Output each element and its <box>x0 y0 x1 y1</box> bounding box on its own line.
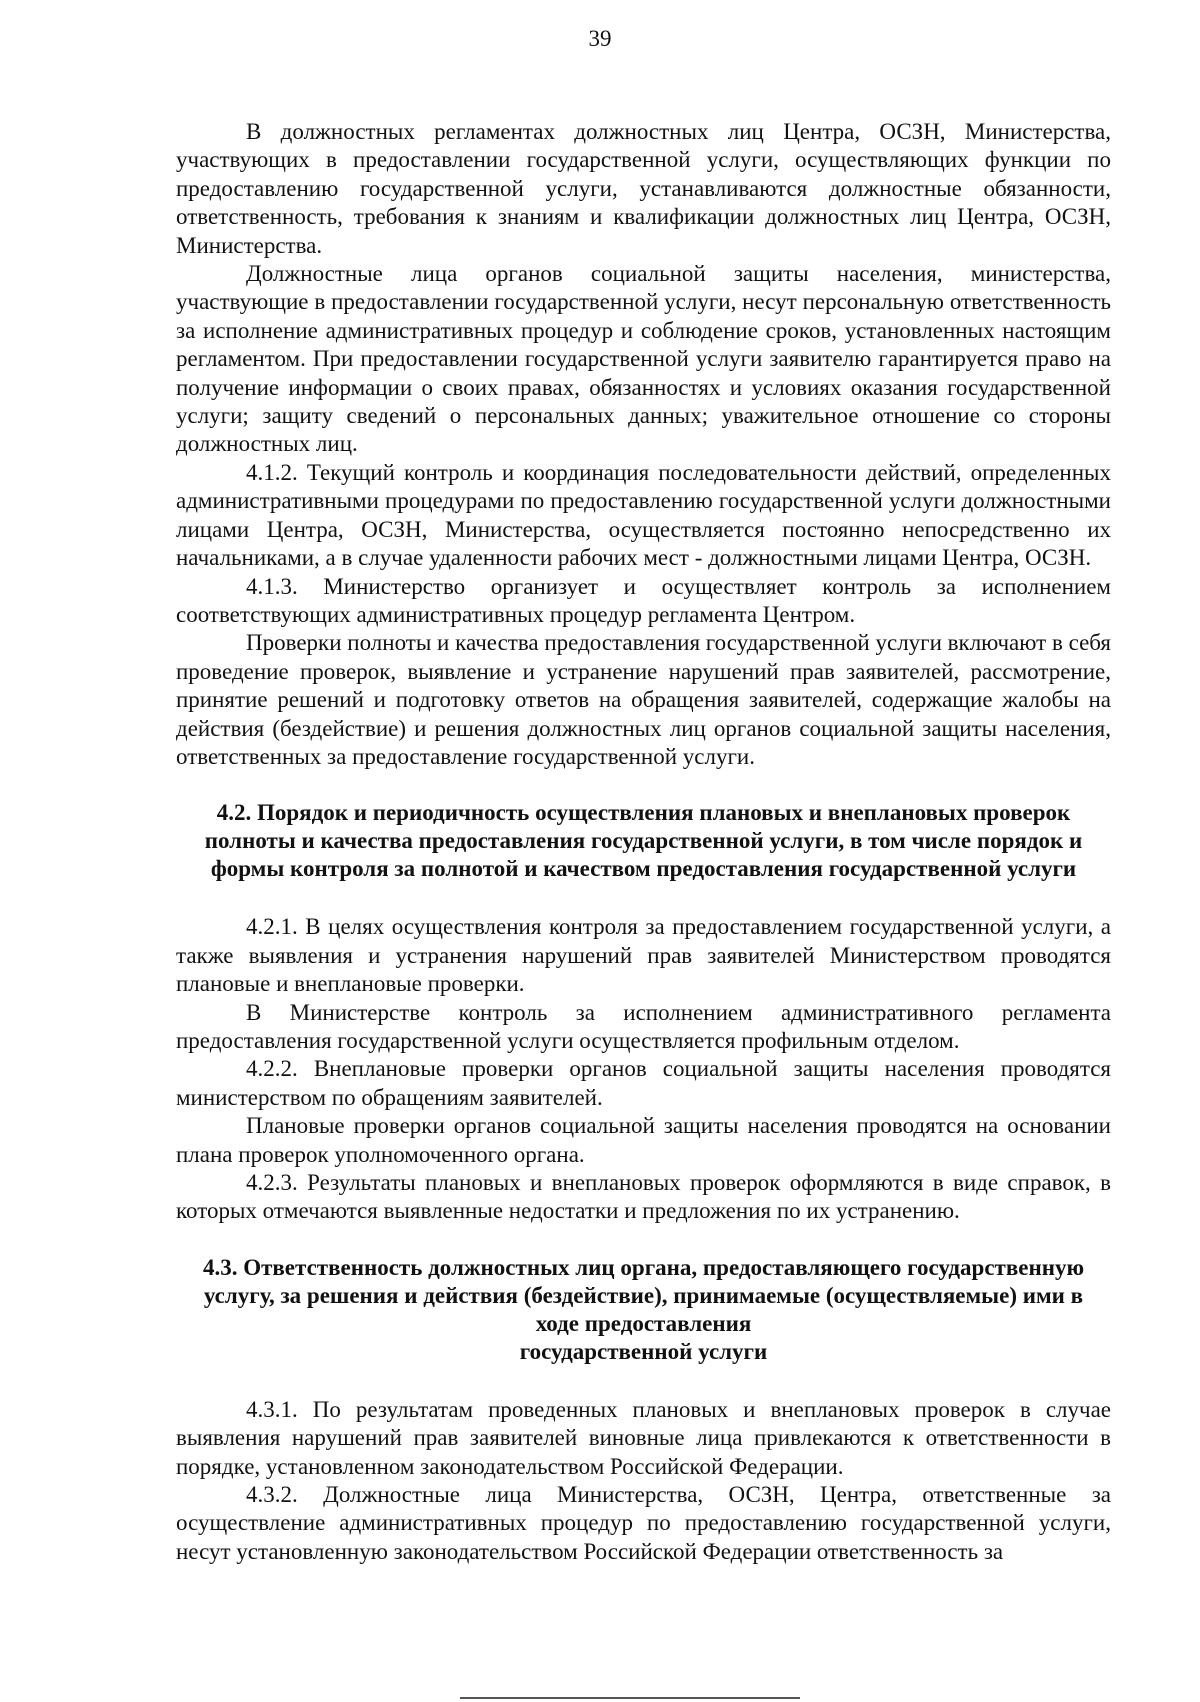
paragraph-4-1-3: 4.1.3. Министерство организует и осуществляет контроль за исполнением соответствующих административных процедур регламента Центром. <box>176 573 1111 627</box>
heading-line: 4.3. Ответственность должностных лиц органа, предоставляющего государственную <box>202 1254 1085 1280</box>
section-heading-4-3 <box>176 1254 1111 1366</box>
paragraph-4-3-1: 4.3.1. По результатам проведенных плановых и внеплановых проверок в случае выявления нарушений прав заявителей виновные лица привлекаются к ответственности в порядке, установленном законодательством Российской Федерации. <box>176 1396 1111 1479</box>
paragraph: Должностные лица органов социальной защиты населения, министерства, участвующие в предоставлении государственной услуги, несут персональную ответственность за исполнение административных процедур и соблюдение сроков, установленных настоящим регламентом. При предоставлении государственной услуги заявителю гарантируется право на получение информации о своих правах, обязанностях и условиях оказания государственной услуги; защиту сведений о персональных данных; уважительное отношение со стороны должностных лиц. <box>176 261 1111 457</box>
bottom-divider-line <box>460 1697 800 1699</box>
section-heading-4-2 <box>176 799 1111 883</box>
paragraph-4-3-2: 4.3.2. Должностные лица Министерства, ОСЗН, Центра, ответственные за осуществление административных процедур по предоставлению государственной услуги, несут установленную законодательством Российской Федерации ответственность за <box>176 1482 1111 1564</box>
heading-line: полноты и качества предоставления государственной услуги, в том числе порядок и <box>204 828 1083 854</box>
paragraph-4-2-3: 4.2.3. Результаты плановых и внеплановых проверок оформляются в виде справок, в которых отмечаются выявленные недостатки и предложения по их устранению. <box>176 1170 1111 1224</box>
paragraph-4-2-2: 4.2.2. Внеплановые проверки органов социальной защиты населения проводятся министерством по обращениям заявителей. <box>176 1056 1111 1110</box>
heading-line: услугу, за решения и действия (бездействие), принимаемые (осуществляемые) ими в <box>203 1282 1084 1308</box>
heading-line: формы контроля за полнотой и качеством предоставления государственной услуги <box>210 856 1077 882</box>
heading-line: 4.2. Порядок и периодичность осуществления плановых и внеплановых проверок <box>216 800 1071 826</box>
paragraph: Проверки полноты и качества предоставления государственной услуги включают в себя проведение проверок, выявление и устранение нарушений прав заявителей, рассмотрение, принятие решений и подготовку ответов на обращения заявителей, содержащие жалобы на действия (бездействие) и решения должностных лиц органов социальной защиты населения, ответственных за предоставление государственной услуги. <box>176 630 1111 769</box>
heading-line: ходе предоставления <box>535 1310 752 1336</box>
paragraph: В Министерстве контроль за исполнением административного регламента предоставления государственной услуги осуществляется профильным отделом. <box>176 999 1111 1053</box>
paragraph-4-2-1: 4.2.1. В целях осуществления контроля за предоставлением государственной услуги, а также выявления и устранения нарушений прав заявителей Министерством проводятся плановые и внеплановые проверки. <box>176 914 1111 997</box>
paragraph-4-1-2: 4.1.2. Текущий контроль и координация последовательности действий, определенных административными процедурами по предоставлению государственной услуги должностными лицами Центра, ОСЗН, Министерства, осуществляется постоянно непосредственно их начальниками, а в случае удаленности рабочих мест - должностными лицами Центра, ОСЗН. <box>176 459 1111 571</box>
paragraph: В должностных регламентах должностных лиц Центра, ОСЗН, Министерства, участвующих в предоставлении государственной услуги, осуществляющих функции по предоставлению государственной услуги, устанавливаются должностные обязанности, ответственность, требования к знаниям и квалификации должностных лиц Центра, ОСЗН, Министерства. <box>176 119 1111 258</box>
paragraph: Плановые проверки органов социальной защиты населения проводятся на основании плана проверок уполномоченного органа. <box>176 1113 1111 1167</box>
document-body <box>176 118 1111 1566</box>
heading-line: государственной услуги <box>519 1338 768 1364</box>
page-number: 39 <box>588 26 612 51</box>
